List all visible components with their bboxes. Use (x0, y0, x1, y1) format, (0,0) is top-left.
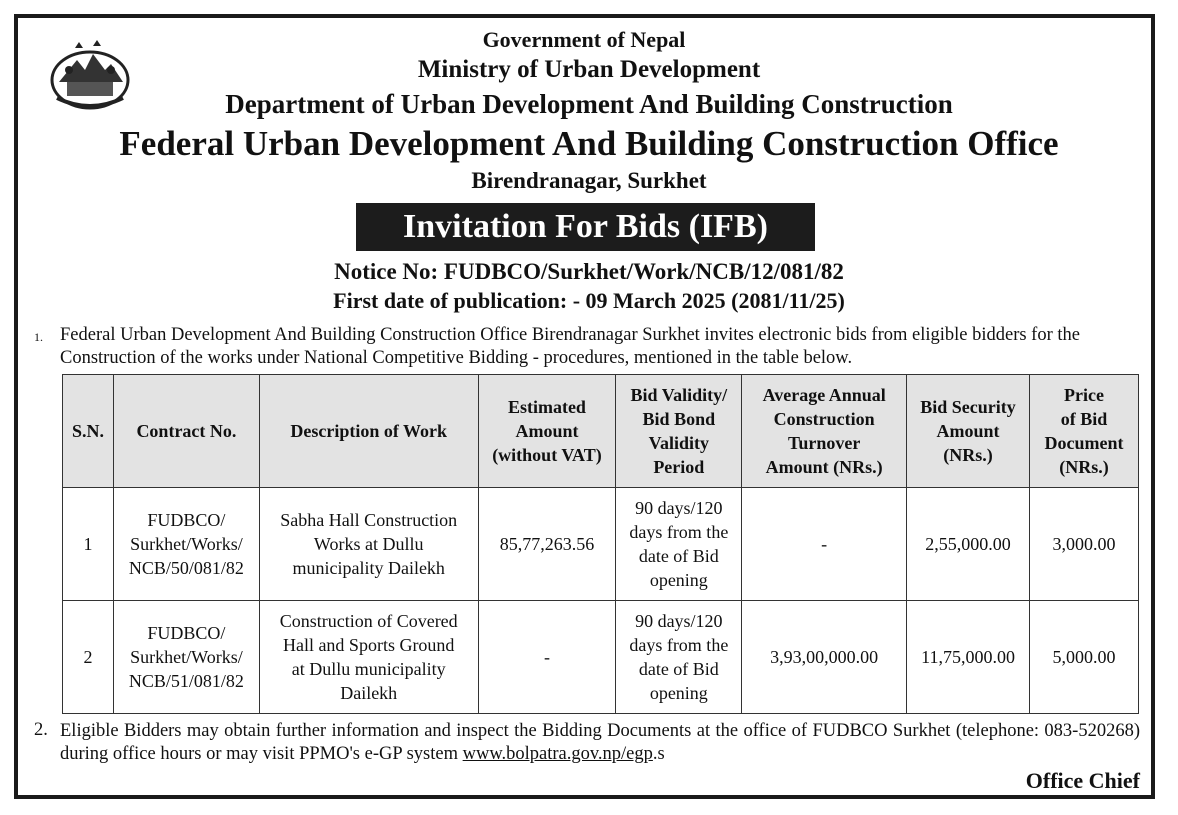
cell-validity: 90 days/120 days from the date of Bid opening (616, 601, 742, 714)
cell-validity: 90 days/120 days from the date of Bid opening (616, 488, 742, 601)
cell-description: Construction of Covered Hall and Sports Ground at Dullu municipality Dailekh (259, 601, 478, 714)
ifb-banner: Invitation For Bids (IFB) (356, 203, 815, 251)
table-row (63, 601, 1139, 714)
para1-text: Federal Urban Development And Building Construction Office Birendranagar Surkhet invites electronic bids from eligible bidders for the Construction of the works under National Competitive Bidding - procedures, mentioned in the table below. (60, 325, 1080, 368)
cell-turnover: - (742, 488, 907, 601)
office-title: Federal Urban Development And Building Construction Office (119, 124, 1059, 163)
header-contract: Contract No. (113, 375, 259, 488)
header-security: Bid Security Amount (NRs.) (907, 375, 1030, 488)
ministry-title: Ministry of Urban Development (417, 56, 761, 83)
header-estimated: Estimated Amount (without VAT) (478, 375, 616, 488)
table-header-row (63, 375, 1139, 488)
para2-number: 2. (34, 720, 48, 740)
header-price: Price of Bid Document (NRs.) (1030, 375, 1139, 488)
government-title: Government of Nepal (482, 27, 686, 52)
bid-table (62, 374, 1139, 714)
cell-estimated: 85,77,263.56 (478, 488, 616, 601)
cell-security: 11,75,000.00 (907, 601, 1030, 714)
office-location: Birendranagar, Surkhet (471, 168, 707, 193)
signature-office-chief: Office Chief (1025, 768, 1140, 793)
cell-estimated: - (478, 601, 616, 714)
header-sn: S.N. (63, 375, 114, 488)
cell-security: 2,55,000.00 (907, 488, 1030, 601)
cell-contract: FUDBCO/ Surkhet/Works/ NCB/50/081/82 (113, 488, 259, 601)
cell-price: 5,000.00 (1030, 601, 1139, 714)
para1-number: 1. (34, 330, 43, 344)
cell-contract: FUDBCO/ Surkhet/Works/ NCB/51/081/82 (113, 601, 259, 714)
header-description: Description of Work (259, 375, 478, 488)
header-turnover: Average Annual Construction Turnover Amount (NRs.) (742, 375, 907, 488)
table-row (63, 488, 1139, 601)
cell-description: Sabha Hall Construction Works at Dullu municipality Dailekh (259, 488, 478, 601)
para2-text: Eligible Bidders may obtain further information and inspect the Bidding Documents at the office of FUDBCO Surkhet (telephone: 083-520268) during office hours or may visit PPMO's e-GP system www.bolpatra.gov.np/egp.s (60, 721, 1140, 764)
header-validity: Bid Validity/ Bid Bond Validity Period (616, 375, 742, 488)
cell-turnover: 3,93,00,000.00 (742, 601, 907, 714)
bolpatra-link[interactable]: www.bolpatra.gov.np/egp (462, 744, 653, 764)
cell-sn: 2 (63, 601, 114, 714)
cell-price: 3,000.00 (1030, 488, 1139, 601)
cell-sn: 1 (63, 488, 114, 601)
publication-date: First date of publication: - 09 March 2025 (2081/11/25) (333, 288, 845, 313)
department-title: Department of Urban Development And Building Construction (225, 89, 953, 119)
notice-number: Notice No: FUDBCO/Surkhet/Work/NCB/12/081/82 (334, 259, 844, 284)
